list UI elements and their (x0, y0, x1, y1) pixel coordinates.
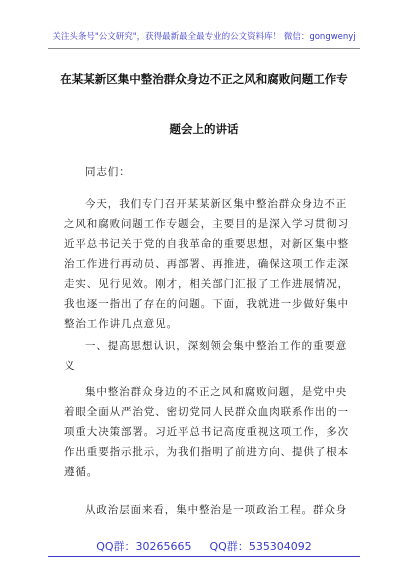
paragraph-line: 整治工作讲几点意见。 (64, 318, 178, 330)
paragraph-line: 遵循。 (64, 466, 99, 478)
paragraph-line: 从政治层面来看，集中整治是一项政治工程。群众身 (85, 504, 348, 516)
document-title-line-1: 在某某新区集中整治群众身边不正之风和腐败问题工作专 (60, 72, 348, 86)
paragraph-3 (64, 500, 348, 520)
paragraph-line: 近平总书记关于党的自我革命的重要思想，对新区集中整 (64, 238, 349, 250)
qq-group-1: QQ群：30265665 (96, 540, 192, 553)
paragraph-line: 项重大决策部署。习近平总书记高度重视这项工作，多次 (64, 426, 349, 438)
paragraph-line: 我也逐一指出了存在的问题。下面，我就进一步做好集中 (64, 298, 349, 310)
document-title-line-2: 题会上的讲话 (169, 122, 239, 136)
paragraph-line: 治工作进行再动员、再部署、再推进，确保这项工作走深 (64, 258, 349, 270)
paragraph-line: 之风和腐败问题工作专题会，主要目的是深入学习贯彻习 (64, 218, 349, 230)
section-heading-1 (64, 336, 348, 376)
header-note: 关注头条号"公文研究"，获得最新最全最专业的公文资料库！ 微信：gongwenyj (52, 32, 356, 42)
paragraph-line: 着眼全面从严治党、密切党同人民群众血肉联系作出的一 (64, 406, 349, 418)
salutation (64, 162, 345, 182)
paragraph-line: 走实、见行见效。刚才，相关部门汇报了工作进展情况， (64, 278, 349, 290)
paragraph-line: 今天，我们专门召开某某新区集中整治群众身边不正 (85, 198, 348, 210)
footer-divider (48, 556, 360, 557)
paragraph-line: 作出重要指示批示，为我们指明了前进方向、提供了根本 (64, 446, 349, 458)
footer-qq-groups (0, 538, 408, 554)
qq-group-2: QQ群：535304092 (209, 540, 312, 553)
salutation-text: 同志们： (85, 166, 131, 178)
paragraph-line: 集中整治群众身边的不正之风和腐败问题，是党中央 (85, 386, 348, 398)
header-divider (48, 48, 360, 49)
paragraph-line: 一、提高思想认识，深刻领会集中整治工作的重要意 (85, 340, 348, 352)
paragraph-line: 义 (64, 360, 76, 372)
paragraph-2 (64, 382, 349, 482)
paragraph-1 (64, 194, 349, 334)
